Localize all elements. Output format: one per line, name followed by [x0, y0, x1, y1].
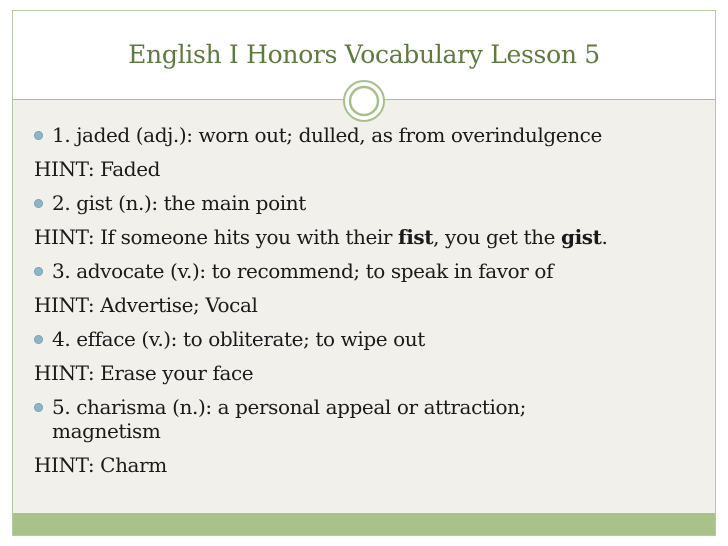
circle-bullet-icon: [34, 335, 43, 344]
circle-bullet-icon: [34, 199, 43, 208]
circle-bullet-icon: [34, 403, 43, 412]
title-divider-right: [384, 99, 715, 100]
circle-bullet-icon: [34, 267, 43, 276]
vocab-entry: 3. advocate (v.): to recommend; to speak in favor of: [52, 259, 554, 283]
vocab-entry-continued: magnetism: [52, 419, 161, 443]
list-item: [34, 259, 710, 283]
hint-bold-word: gist: [560, 225, 602, 249]
hint-line: [34, 157, 710, 181]
hint-text: HINT: Erase your face: [34, 361, 254, 385]
circle-bullet-icon: [34, 131, 43, 140]
hint-text: HINT: Charm: [34, 453, 167, 477]
hint-line: [34, 453, 710, 477]
hint-text: HINT: Advertise; Vocal: [34, 293, 258, 317]
title-divider-left: [13, 99, 344, 100]
hint-text: , you get the: [433, 225, 561, 249]
vocab-entry: 5. charisma (n.): a personal appeal or attraction;: [52, 395, 526, 419]
list-item: [34, 123, 710, 147]
list-item: [34, 327, 710, 351]
slide-title: English I Honors Vocabulary Lesson 5: [128, 40, 600, 69]
double-circle-ornament-icon: [342, 79, 386, 123]
hint-line: [34, 361, 710, 385]
vocab-entry: 2. gist (n.): the main point: [52, 191, 306, 215]
hint-bold-word: fist: [398, 225, 434, 249]
footer-bar: [13, 513, 715, 535]
vocabulary-list: [34, 123, 710, 487]
hint-text: HINT: If someone hits you with their: [34, 225, 399, 249]
hint-line: [34, 293, 710, 317]
vocab-entry: 1. jaded (adj.): worn out; dulled, as from overindulgence: [52, 123, 602, 147]
hint-text: .: [601, 225, 608, 249]
list-item: [34, 191, 710, 215]
hint-text: HINT: Faded: [34, 157, 161, 181]
vocab-entry: 4. efface (v.): to obliterate; to wipe out: [52, 327, 425, 351]
list-item: [34, 395, 692, 443]
hint-line: [34, 225, 710, 249]
